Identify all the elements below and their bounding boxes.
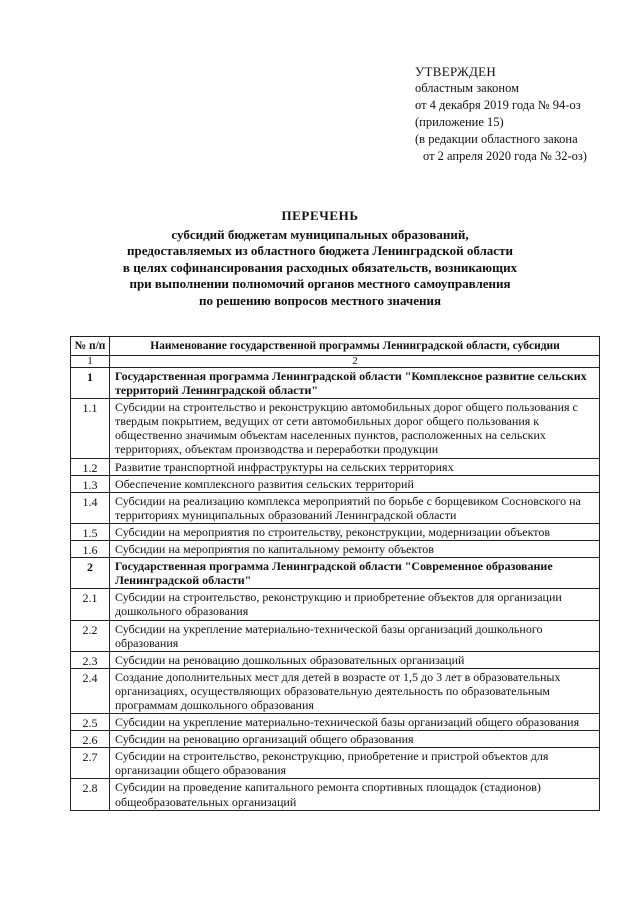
row-number: 2.3 <box>71 651 110 668</box>
table-row <box>71 714 600 731</box>
approval-stamp <box>415 63 587 165</box>
title-line: субсидий бюджетам муниципальных образований, <box>171 226 469 242</box>
table-row <box>71 651 600 668</box>
row-name: Субсидии на реализацию комплекса мероприятий по борьбе с борщевиком Сосновского на территориях муниципальных образований Ленинградской области <box>110 492 600 523</box>
row-name: Субсидии на строительство, реконструкцию и приобретение объектов для организации дошкольного образования <box>110 589 600 620</box>
index-cell: 1 <box>71 356 110 368</box>
table-row <box>71 475 600 492</box>
row-name: Создание дополнительных мест для детей в возрасте от 1,5 до 3 лет в образовательных организациях, осуществляющих образовательную деятельность по образовательным программам дошкольного образования <box>110 668 600 713</box>
table-row <box>71 731 600 748</box>
subsidies-table <box>70 336 600 811</box>
row-name: Субсидии на реновацию организаций общего образования <box>110 731 600 748</box>
row-number: 1.2 <box>71 458 110 475</box>
table-row <box>71 620 600 651</box>
row-number: 1.3 <box>71 475 110 492</box>
row-name: Субсидии на мероприятия по капитальному ремонту объектов <box>110 541 600 558</box>
title-line: при выполнении полномочий органов местного самоуправления <box>129 276 511 291</box>
table-index-row <box>71 356 600 368</box>
row-number: 2.6 <box>71 731 110 748</box>
title-line: по решению вопросов местного значения <box>198 292 442 308</box>
row-number: 2.8 <box>71 779 110 810</box>
row-number: 1.1 <box>71 399 110 458</box>
row-number: 2.2 <box>71 620 110 651</box>
approval-line: областным законом <box>415 81 520 95</box>
table-row <box>71 558 600 589</box>
approval-line: (в редакции областного закона <box>415 132 578 146</box>
table-row <box>71 523 600 540</box>
row-number: 1.4 <box>71 492 110 523</box>
index-cell: 2 <box>110 356 600 368</box>
table-row <box>71 368 600 399</box>
row-number: 1.5 <box>71 523 110 540</box>
row-name: Государственная программа Ленинградской области "Комплексное развитие сельских территорий Ленинградской области" <box>110 368 600 399</box>
approval-heading: УТВЕРЖДЕН <box>415 64 497 79</box>
row-name: Государственная программа Ленинградской области "Современное образование Ленинградской области" <box>110 558 600 589</box>
table-row <box>71 399 600 458</box>
row-name: Субсидии на проведение капитального ремонта спортивных площадок (стадионов) общеобразовательных организаций <box>110 779 600 810</box>
title-main: ПЕРЕЧЕНЬ <box>281 208 359 223</box>
table-row <box>71 748 600 779</box>
table-row <box>71 589 600 620</box>
table-header-row <box>71 337 600 356</box>
table-row <box>71 668 600 713</box>
header-name: Наименование государственной программы Ленинградской области, субсидии <box>110 337 600 356</box>
row-name: Обеспечение комплексного развития сельских территорий <box>110 475 600 492</box>
approval-line: от 4 декабря 2019 года № 94-оз <box>415 98 581 112</box>
row-number: 2.7 <box>71 748 110 779</box>
row-name: Субсидии на мероприятия по строительству, реконструкции, модернизации объектов <box>110 523 600 540</box>
row-name: Субсидии на строительство, реконструкцию, приобретение и пристрой объектов для организации общего образования <box>110 748 600 779</box>
title-line: предоставляемых из областного бюджета Ленинградской области <box>127 243 513 258</box>
row-number: 2.4 <box>71 668 110 713</box>
row-name: Субсидии на укрепление материально-технической базы организаций дошкольного образования <box>110 620 600 651</box>
table-row <box>71 458 600 475</box>
row-number: 1 <box>71 368 110 399</box>
row-name: Субсидии на реновацию дошкольных образовательных организаций <box>110 651 600 668</box>
table-row <box>71 541 600 558</box>
document-title <box>60 208 580 309</box>
header-number: № п/п <box>71 337 110 356</box>
row-number: 2.1 <box>71 589 110 620</box>
table-row <box>71 492 600 523</box>
row-number: 2.5 <box>71 714 110 731</box>
row-number: 1.6 <box>71 541 110 558</box>
title-line: в целях софинансирования расходных обязательств, возникающих <box>122 259 518 275</box>
row-number: 2 <box>71 558 110 589</box>
approval-line: от 2 апреля 2020 года № 32-оз) <box>423 149 587 163</box>
row-name: Субсидии на строительство и реконструкцию автомобильных дорог общего пользования с твердым покрытием, ведущих от сети автомобильных дорог общего пользования к общественно значимым объектам населенных пунктов, расположенных на сельских территориях, объектам производства и переработки продукции <box>110 399 600 458</box>
approval-line: (приложение 15) <box>415 115 504 129</box>
row-name: Субсидии на укрепление материально-технической базы организаций общего образования <box>110 714 600 731</box>
row-name: Развитие транспортной инфраструктуры на сельских территориях <box>110 458 600 475</box>
table-row <box>71 779 600 810</box>
